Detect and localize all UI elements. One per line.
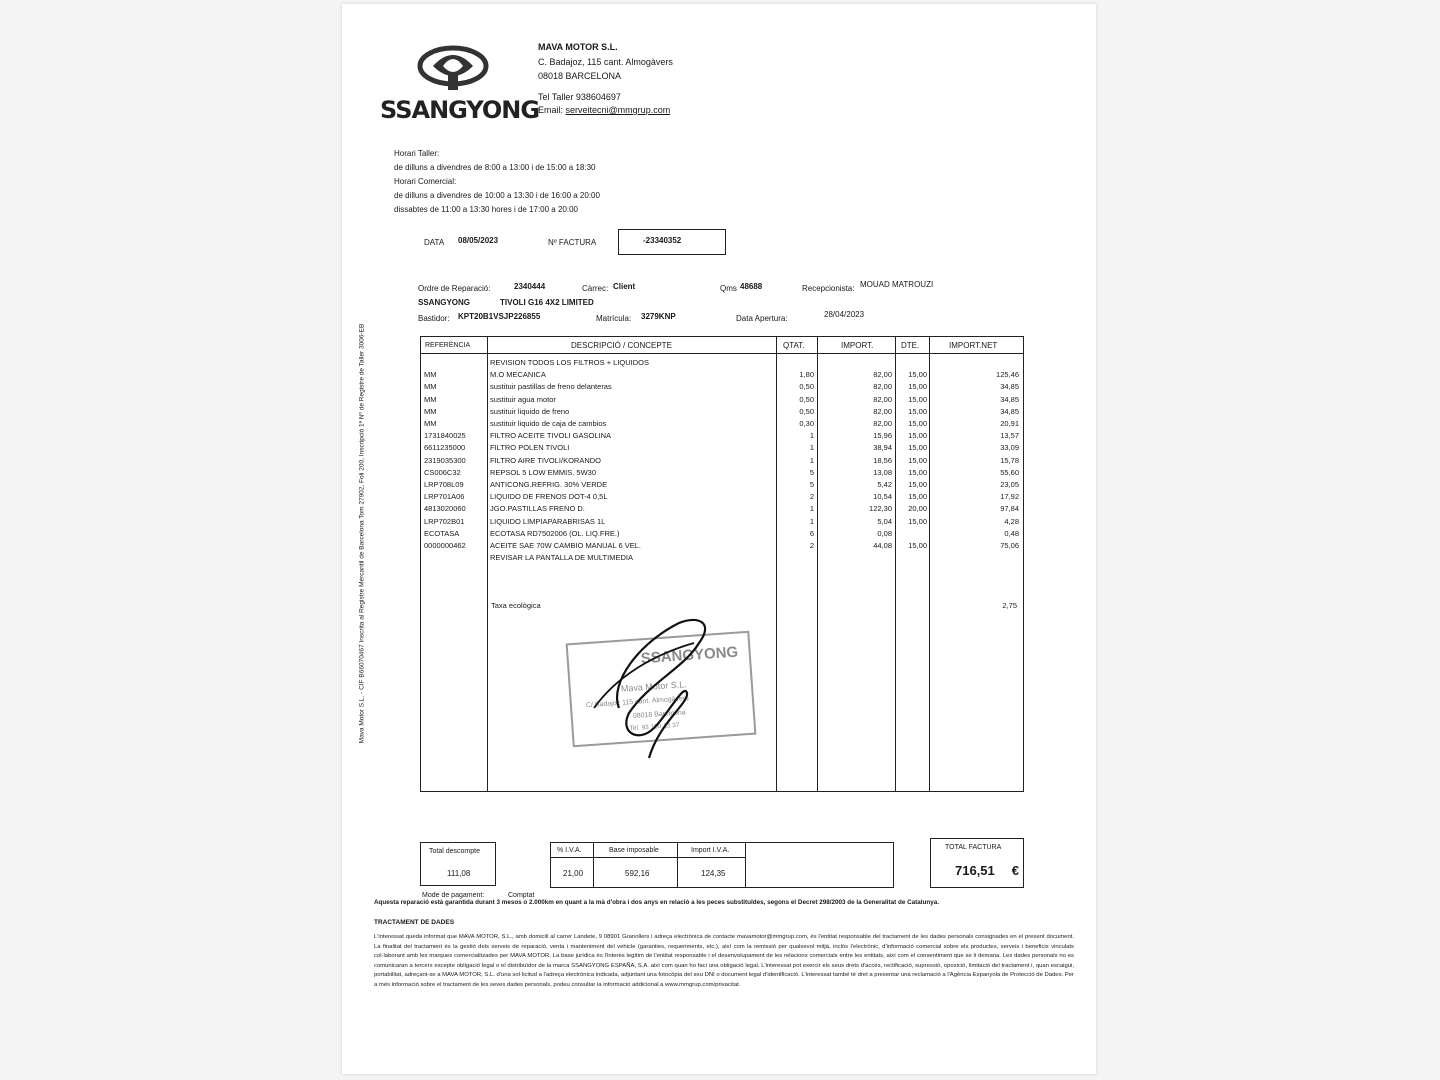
cell-desc: FILTRO AIRE TIVOLI/KORANDO: [490, 455, 601, 465]
vat-summary-box: [550, 842, 894, 888]
opening-label: Data Apertura:: [736, 314, 788, 323]
eco-tax-label: Taxa ecològica: [491, 601, 541, 610]
cell-ref: MM: [424, 370, 437, 380]
table-row: [421, 540, 1023, 552]
brand-emblem: [412, 42, 494, 92]
cell-disc: 15,00: [908, 455, 927, 465]
cell-desc: REVISION TODOS LOS FILTROS + LIQUIDOS: [490, 358, 649, 367]
cell-desc: FILTRO ACEITE TIVOLI GASOLINA: [490, 431, 612, 441]
cell-desc: M.O MECANICA: [490, 370, 546, 380]
privacy-body: L'interessat queda informat que MAVA MOTOR, S.L., amb domicili al carrer Landete, 9 08901 Granollers i adreça electrònica de contacte mavamotor@mmgrup.com, és l'entitat responsable del tractament de les dades personals consignades en el present document. La finalitat del tractament és la gestió dels serveis de reparació, venta i manteniment del vehicle (garanties, requeriments, etc.), així com la remissió per qualsevol mitjà, inclòs l'electrònic, d'informació comercial sobre els productes, serveis i beneficis vinculats col·laborant amb les marques comercialitzades per MAVA MOTOR. La base jurídica és l'interès legítim de l'entitat responsable i el desenvolupament de les relacions comercials entre les entitats, així com el consentiment que se li demana. Les dades personals no es comunicaran a tercers excepte obligació legal o el distribuïdor de la marca SSANGYONG ESPAÑA, S.A. així com quan ho faci una obligació legal. L'interessat pot exercir els seus drets d'accés, rectificació, supressió, oposició, limitació del tractament i, quan escaigui, portabilitat, adreçant-se a MAVA MOTOR, S.L. d'una sol·licitud a l'adreça electrònica indicada, adjuntant una fotocòpia del seu DNI o document legal d'identificació. L'interessat també té dret a presentar una reclamació a l'Agència Espanyola de Protecció de Dades. Per a més informació sobre el tractament de les seves dades personals, podeu consultar la informació addicional a www.mmgrup.com/privacitat.: [374, 934, 1074, 988]
cell-price: 5,04: [877, 516, 892, 526]
cell-qty: 1: [809, 443, 814, 453]
cell-net: 125,46: [996, 370, 1019, 380]
cell-desc: LIQUIDO DE FRENOS DOT-4 0,5L: [490, 492, 608, 502]
cell-price: 10,54: [873, 492, 892, 502]
cell-net: 34,85: [1000, 394, 1019, 404]
cell-qty: 2: [809, 492, 814, 502]
cell-disc: 15,00: [908, 394, 927, 404]
cell-disc: 15,00: [908, 370, 927, 380]
cell-disc: 15,00: [908, 541, 927, 550]
table-row: [421, 369, 1023, 381]
invoice-total-box: [930, 838, 1024, 888]
table-row: [421, 479, 1023, 491]
hours-line-5: dissabtes de 11:00 a 13:30 hores i de 17:00 a 20:00: [394, 205, 578, 214]
company-phone: Tel Taller 938604697: [538, 92, 621, 102]
table-row: [421, 516, 1023, 528]
col-header-ref: REFERÈNCIA: [425, 342, 471, 349]
cell-ref: MM: [424, 394, 437, 404]
repair-order-label: Ordre de Reparació:: [418, 284, 491, 293]
stamp-tel: Tel. 93 190 13 37: [629, 721, 680, 733]
cell-price: 82,00: [873, 394, 892, 404]
table-row: [421, 357, 1023, 369]
table-row: [421, 381, 1023, 393]
date-label: DATA: [424, 238, 445, 247]
chassis: KPT20B1VSJP226855: [458, 312, 541, 321]
invoice-page: [342, 4, 1096, 1074]
repair-order: 2340444: [514, 282, 546, 291]
table-row: [421, 491, 1023, 503]
cell-net: 34,85: [1000, 406, 1019, 416]
cell-desc: LIQUIDO LIMPIAPARABRISAS 1L: [490, 516, 606, 526]
cell-qty: 5: [809, 480, 814, 489]
cell-desc: REPSOL 5 LOW EMMIS. 5W30: [490, 467, 596, 477]
cell-ref: 2319035300: [424, 455, 466, 465]
hours-line-1: Horari Taller:: [394, 149, 440, 158]
cell-desc: ACEITE SAE 70W CAMBIO MANUAL 6 VEL.: [490, 541, 642, 550]
km: 48688: [740, 282, 763, 291]
company-address-1: C. Badajoz, 115 cant. Almogàvers: [538, 57, 673, 67]
hours-block: [394, 149, 600, 215]
cell-qty: 2: [809, 541, 814, 550]
cell-desc: JGO.PASTILLAS FRENO D.: [490, 504, 585, 514]
invoice-date: 08/05/2023: [458, 236, 499, 245]
total-discount-box: [420, 842, 496, 886]
cell-disc: 15,00: [908, 492, 927, 502]
email-label: Email:: [538, 105, 564, 115]
cell-disc: 20,00: [908, 504, 927, 514]
col-header-net: IMPORT.NET: [949, 341, 998, 350]
opening-date: 28/04/2023: [824, 310, 865, 319]
vat-amount-label: Import I.V.A.: [691, 847, 730, 854]
registry-side-note: Mava Motor S.L. - CIF B66070467 Inscrita al Registre Mercantil de Barcelona Tom 27902, Foli 200, Inscripció 1ª Nº de Registre de Taller 3006-EB: [358, 323, 366, 744]
cell-qty: 6: [809, 528, 814, 538]
vat-amount: 124,35: [701, 869, 726, 878]
stamp-city: 08018 Barcelona: [632, 709, 686, 721]
cell-price: 82,00: [873, 419, 892, 428]
table-row: [421, 430, 1023, 442]
cell-desc: sustituir pastillas de freno delanteras: [490, 382, 612, 392]
company-name: MAVA MOTOR S.L.: [538, 42, 618, 52]
cell-net: 33,09: [1000, 443, 1019, 453]
cell-disc: 15,00: [908, 516, 927, 526]
brand-wordmark: SSANGYONG: [380, 96, 540, 124]
cell-qty: 0,50: [799, 382, 814, 392]
signature: [589, 613, 739, 763]
cell-qty: 1: [809, 516, 814, 526]
chassis-label: Bastidor:: [418, 314, 450, 323]
table-row: [421, 455, 1023, 467]
cell-net: 0,48: [1004, 528, 1019, 538]
cell-ref: LRP701A06: [424, 492, 465, 502]
cell-net: 23,05: [1000, 480, 1019, 489]
cell-ref: 0000000462: [424, 541, 466, 550]
cell-qty: 0,50: [799, 406, 814, 416]
total-discount: 111,08: [447, 869, 471, 878]
charge: Client: [613, 282, 636, 291]
cell-price: 15,96: [873, 431, 892, 441]
cell-desc: sustituir agua motor: [490, 394, 556, 404]
cell-qty: 1: [809, 504, 814, 514]
col-header-desc: DESCRIPCIÓ / CONCEPTE: [571, 341, 672, 350]
table-row: [421, 503, 1023, 515]
cell-ref: 1731840025: [424, 431, 466, 441]
cell-ref: 6611235000: [424, 443, 466, 453]
cell-desc: FILTRO POLEN TIVOLI: [490, 443, 570, 453]
cell-ref: CS006C32: [424, 467, 461, 477]
company-email-row: [538, 105, 670, 116]
cell-disc: 15,00: [908, 480, 927, 489]
cell-desc: sustituir liquido de caja de cambios: [490, 419, 607, 428]
col-header-price: IMPORT.: [841, 341, 874, 350]
cell-net: 4,28: [1004, 516, 1019, 526]
cell-desc: ANTICONG.REFRIG. 30% VERDE: [490, 480, 608, 489]
table-row: [421, 442, 1023, 454]
cell-price: 82,00: [873, 370, 892, 380]
currency-symbol: €: [1011, 863, 1019, 878]
cell-desc: REVISAR LA PANTALLA DE MULTIMEDIA: [490, 553, 633, 563]
table-row: [421, 467, 1023, 479]
invoice-number: -23340352: [643, 236, 682, 245]
cell-ref: LRP702B01: [424, 516, 465, 526]
cell-net: 13,57: [1000, 431, 1019, 441]
cell-disc: 15,00: [908, 467, 927, 477]
cell-price: 13,08: [873, 467, 892, 477]
cell-net: 20,91: [1000, 419, 1019, 428]
table-row: [421, 418, 1023, 430]
hours-line-2: de dilluns a divendres de 8:00 a 13:00 i de 15:00 a 18:30: [394, 163, 596, 172]
cell-price: 0,08: [877, 528, 892, 538]
email-link[interactable]: serveitecni@mmgrup.com: [565, 105, 671, 115]
cell-net: 75,06: [1000, 541, 1019, 550]
taxable-base-label: Base imposable: [609, 847, 659, 854]
col-header-disc: DTE.: [901, 341, 920, 350]
col-header-qty: QTAT.: [783, 341, 805, 350]
cell-desc: ECOTASA RD7502006 (OL. LIQ.FRE.): [490, 528, 620, 538]
receptionist-label: Recepcionista:: [802, 284, 855, 293]
cell-price: 5,42: [877, 480, 892, 489]
payment-mode-label: Mode de pagament:: [422, 892, 485, 899]
cell-disc: 15,00: [908, 431, 927, 441]
cell-disc: 15,00: [908, 406, 927, 416]
taxable-base: 592,16: [625, 869, 650, 878]
plate: 3279KNP: [641, 312, 676, 321]
cell-disc: 15,00: [908, 382, 927, 392]
stamp-name: Mava Motor S.L.: [620, 679, 688, 694]
vat-pct-label: % I.V.A.: [557, 847, 582, 854]
stamp-brand: SSANGYONG: [640, 643, 739, 668]
stamp-street: C/ Badajoz 115 cant. Almogàvers: [585, 695, 689, 710]
cell-qty: 1: [809, 431, 814, 441]
hours-line-3: Horari Comercial:: [394, 177, 457, 186]
table-row: [421, 552, 1023, 564]
invoice-total: 716,51: [955, 863, 995, 878]
cell-price: 82,00: [873, 382, 892, 392]
cell-ref: LRP708L09: [424, 480, 464, 489]
cell-price: 18,56: [873, 455, 892, 465]
invoice-total-label: TOTAL FACTURA: [945, 844, 1002, 851]
privacy-title: TRACTAMENT DE DADES: [374, 919, 455, 926]
invoice-number-box: [618, 229, 726, 255]
cell-price: 122,30: [869, 504, 892, 514]
cell-desc: sustituir liquido de freno: [490, 406, 570, 416]
company-address-2: 08018 BARCELONA: [538, 71, 622, 81]
privacy-section: [374, 918, 1074, 991]
cell-price: 82,00: [873, 406, 892, 416]
eco-tax-value: 2,75: [1002, 601, 1017, 610]
cell-qty: 1: [809, 455, 814, 465]
total-discount-label: Total descompte: [429, 848, 480, 855]
charge-label: Càrrec:: [582, 284, 609, 293]
line-items-table: [420, 336, 1024, 792]
cell-price: 38,94: [873, 443, 892, 453]
cell-ref: MM: [424, 406, 437, 416]
cell-ref: ECOTASA: [424, 528, 460, 538]
plate-label: Matrícula:: [596, 314, 632, 323]
cell-qty: 0,50: [799, 394, 814, 404]
cell-price: 44,08: [873, 541, 892, 550]
cell-net: 17,92: [1000, 492, 1019, 502]
cell-net: 34,85: [1000, 382, 1019, 392]
table-row: [421, 528, 1023, 540]
cell-qty: 0,30: [799, 419, 814, 428]
warranty-note: Aquesta reparació està garantida durant 3 mesos o 2.000km en quant a la mà d'obra i dos anys en relació a les peces substituïdes, segons el Decret 298/2003 de la Generalitat de Catalunya.: [374, 899, 939, 906]
cell-net: 55,60: [1000, 467, 1019, 477]
invoice-number-label: Nº FACTURA: [548, 238, 597, 247]
table-row: [421, 406, 1023, 418]
payment-mode: Comptat: [508, 892, 535, 899]
vat-pct: 21,00: [563, 869, 584, 878]
cell-ref: MM: [424, 419, 437, 428]
cell-net: 15,78: [1000, 455, 1019, 465]
vehicle-model: TIVOLI G16 4X2 LIMITED: [500, 298, 594, 307]
hours-line-4: de dilluns a divendres de 10:00 a 13:30 i de 16:00 a 20:00: [394, 191, 600, 200]
cell-net: 97,84: [1000, 504, 1019, 514]
km-label: Qms: [720, 284, 737, 293]
cell-ref: 4813020060: [424, 504, 466, 514]
vehicle-make: SSANGYONG: [418, 298, 471, 307]
cell-disc: 15,00: [908, 443, 927, 453]
receptionist: MOUAD MATROUZI: [860, 280, 934, 289]
cell-qty: 1,80: [799, 370, 814, 380]
cell-ref: MM: [424, 382, 437, 392]
table-row: [421, 394, 1023, 406]
cell-qty: 5: [809, 467, 814, 477]
cell-disc: 15,00: [908, 419, 927, 428]
